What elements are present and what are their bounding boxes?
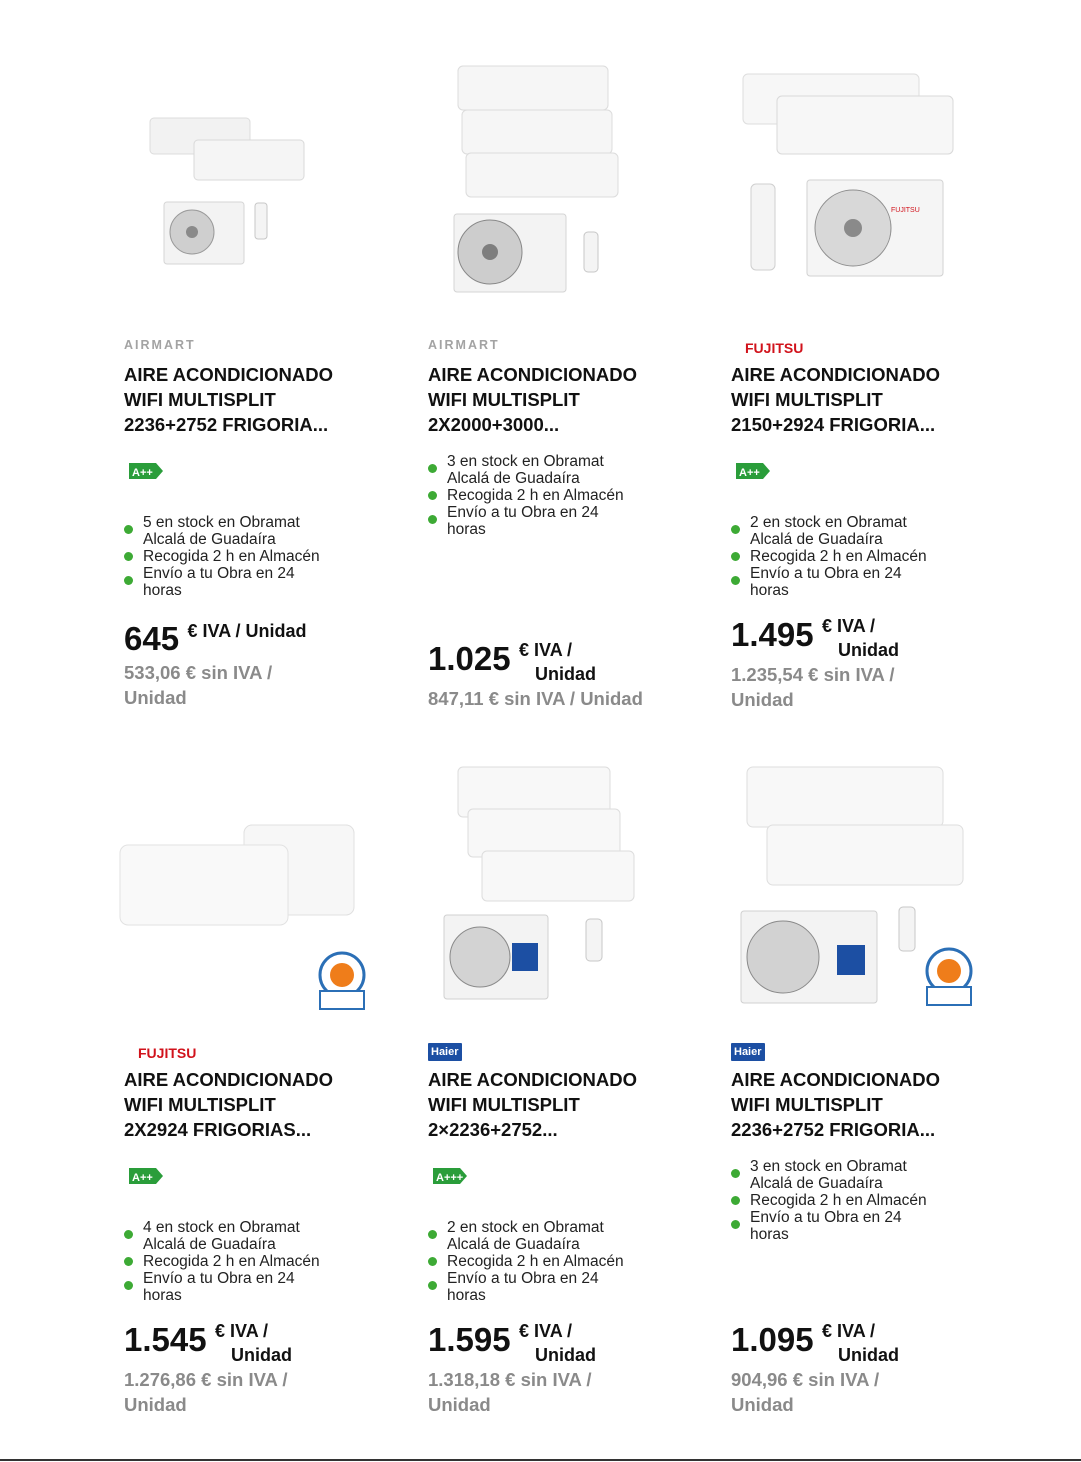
price-unit: € IVA / Unidad [215,1321,293,1365]
price-unit: € IVA / Unidad [822,1321,900,1365]
stock-dot-icon [124,525,133,534]
shipping-item: Envío a tu Obra en 24 horas [124,565,384,599]
product-card[interactable] [124,745,414,1425]
page-divider [0,1459,1081,1461]
price-block [731,1319,1021,1417]
pickup-item: Recogida 2 h en Almacén [428,1253,688,1270]
availability-list [124,514,384,599]
product-card[interactable] [731,40,1021,720]
stock-dot-icon [428,464,437,473]
product-title[interactable]: AIRE ACONDICIONADO WIFI MULTISPLIT 2×2236+2752... [428,1069,637,1140]
brand-logo: AIRMART [124,338,196,352]
availability-list [124,1219,384,1304]
stock-item: 2 en stock en Obramat Alcalá de Guadaíra [428,1219,688,1253]
product-title[interactable]: AIRE ACONDICIONADO WIFI MULTISPLIT 2236+2752 FRIGORIA... [731,1069,940,1140]
availability-list [731,1158,991,1243]
brand-logo: Haier [428,1043,462,1061]
brand-logo: FUJITSU [745,340,804,356]
stock-dot-icon [731,1196,740,1205]
product-image[interactable] [721,745,1011,1025]
price-value: 1.545 [124,1321,207,1358]
stock-item: 3 en stock en Obramat Alcalá de Guadaíra [428,453,688,487]
stock-item: 4 en stock en Obramat Alcalá de Guadaíra [124,1219,384,1253]
price-value: 1.495 [731,616,814,653]
product-title[interactable]: AIRE ACONDICIONADO WIFI MULTISPLIT 2150+2924 FRIGORIA... [731,364,940,435]
price-without-vat: 847,11 € sin IVA / Unidad [428,688,643,709]
pickup-item: Recogida 2 h en Almacén [428,487,688,504]
brand-logo: Haier [731,1043,765,1061]
stock-item: 2 en stock en Obramat Alcalá de Guadaíra [731,514,991,548]
stock-dot-icon [428,1281,437,1290]
stock-dot-icon [731,552,740,561]
shipping-item: Envío a tu Obra en 24 horas [731,565,991,599]
energy-label-icon [433,1168,467,1184]
product-card[interactable] [124,40,414,720]
brand-logo: FUJITSU [138,1045,197,1061]
price-value: 1.595 [428,1321,511,1358]
stock-dot-icon [428,515,437,524]
svg-text:A+++: A+++ [436,1172,464,1184]
product-card[interactable] [428,745,718,1425]
stock-dot-icon [731,525,740,534]
shipping-item: Envío a tu Obra en 24 horas [428,1270,688,1304]
stock-item: 5 en stock en Obramat Alcalá de Guadaíra [124,514,384,548]
product-image[interactable] [721,40,1011,320]
price-block [428,1319,718,1417]
stock-item: 3 en stock en Obramat Alcalá de Guadaíra [731,1158,991,1192]
energy-label-icon [129,463,163,479]
product-image[interactable] [114,745,404,1025]
availability-list [428,1219,688,1304]
energy-label-icon [736,463,770,479]
pickup-item: Recogida 2 h en Almacén [731,1192,991,1209]
price-without-vat: 533,06 € sin IVA / Unidad [124,662,273,708]
availability-list [731,514,991,599]
product-image[interactable] [114,40,404,320]
stock-dot-icon [124,552,133,561]
shipping-item: Envío a tu Obra en 24 horas [731,1209,991,1243]
stock-dot-icon [428,1230,437,1239]
product-card[interactable] [428,40,718,720]
availability-list [428,453,688,538]
price-value: 645 [124,620,180,657]
price-unit: € IVA / Unidad [187,621,307,641]
price-block [731,614,1021,712]
product-image[interactable] [418,745,708,1025]
price-block [124,1319,414,1417]
pickup-item: Recogida 2 h en Almacén [124,548,384,565]
price-without-vat: 904,96 € sin IVA / Unidad [731,1369,880,1415]
product-title[interactable]: AIRE ACONDICIONADO WIFI MULTISPLIT 2X2000+3000... [428,364,637,435]
brand-logo: AIRMART [428,338,500,352]
price-block [428,638,718,711]
svg-text:A++: A++ [132,467,153,479]
price-without-vat: 1.276,86 € sin IVA / Unidad [124,1369,288,1415]
stock-dot-icon [731,1169,740,1178]
pickup-item: Recogida 2 h en Almacén [731,548,991,565]
svg-text:A++: A++ [739,467,760,479]
price-value: 1.025 [428,640,511,677]
product-title[interactable]: AIRE ACONDICIONADO WIFI MULTISPLIT 2X2924 FRIGORIAS... [124,1069,333,1140]
price-unit: € IVA / Unidad [519,640,597,684]
stock-dot-icon [124,1281,133,1290]
shipping-item: Envío a tu Obra en 24 horas [124,1270,384,1304]
price-unit: € IVA / Unidad [519,1321,597,1365]
price-without-vat: 1.318,18 € sin IVA / Unidad [428,1369,592,1415]
price-unit: € IVA / Unidad [822,616,900,660]
stock-dot-icon [731,576,740,585]
pickup-item: Recogida 2 h en Almacén [124,1253,384,1270]
svg-text:FUJITSU: FUJITSU [891,207,920,214]
stock-dot-icon [428,491,437,500]
energy-label-icon [129,1168,163,1184]
stock-dot-icon [428,1257,437,1266]
product-image[interactable] [418,40,708,320]
price-without-vat: 1.235,54 € sin IVA / Unidad [731,664,895,710]
shipping-item: Envío a tu Obra en 24 horas [428,504,688,538]
svg-text:A++: A++ [132,1172,153,1184]
product-card[interactable] [731,745,1021,1425]
price-value: 1.095 [731,1321,814,1358]
stock-dot-icon [124,576,133,585]
stock-dot-icon [731,1220,740,1229]
price-block [124,620,414,710]
stock-dot-icon [124,1230,133,1239]
product-title[interactable]: AIRE ACONDICIONADO WIFI MULTISPLIT 2236+2752 FRIGORIA... [124,364,333,435]
stock-dot-icon [124,1257,133,1266]
